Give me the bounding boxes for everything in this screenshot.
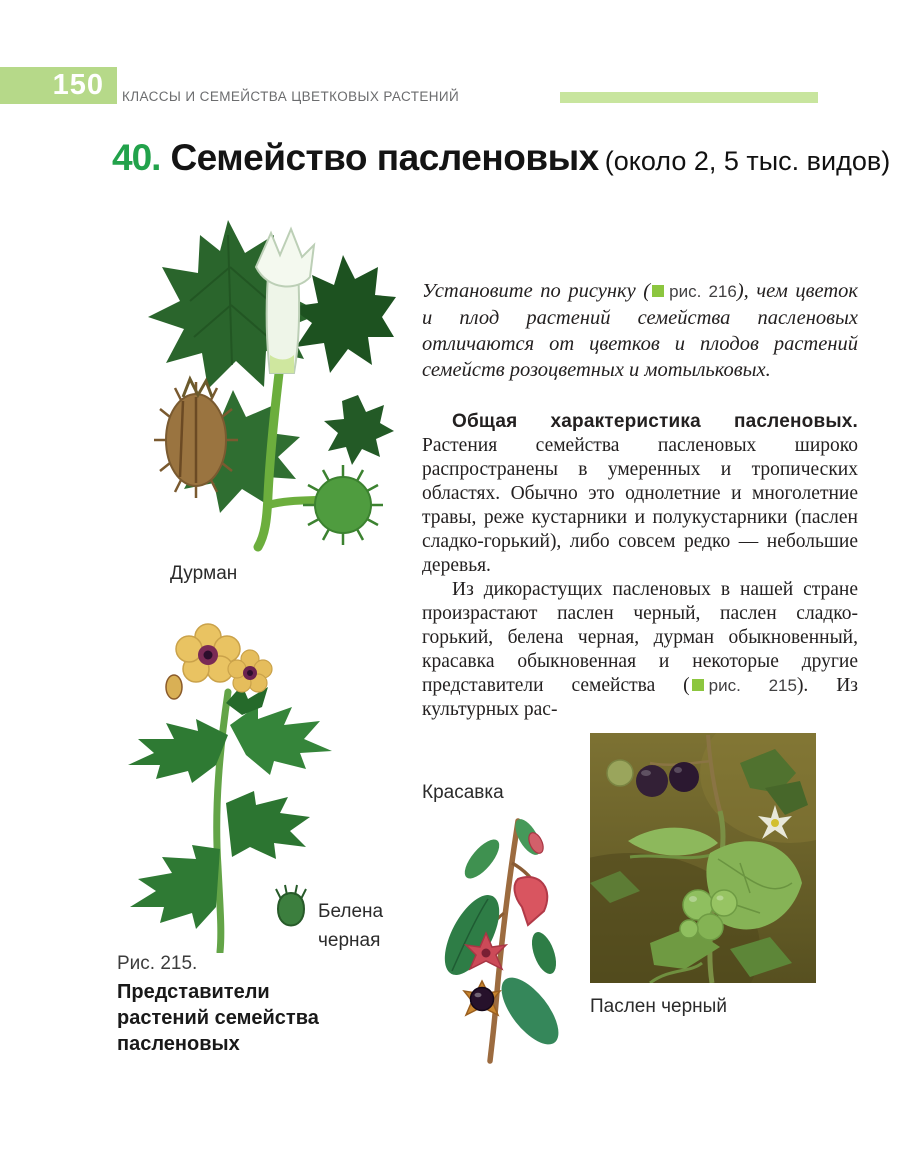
belladonna-illustration (430, 803, 572, 1065)
paragraph-text: Растения семейства пасленовых широко распространены в умеренных и тропических областях. Обычно это однолетние и многолетние травы, реже кустарники и полукустарники (паслен сладко-горький), либо совсем редко — небольшие деревья. (422, 435, 858, 576)
nightshade-photo (590, 733, 816, 983)
figure-reference: рис. 216 (669, 282, 737, 301)
task-paragraph (422, 278, 858, 383)
henbane-leaf (130, 845, 220, 929)
belladonna-leaf (459, 834, 505, 884)
section-title-row (112, 137, 890, 179)
caption-datura: Дурман (170, 563, 238, 584)
lead-term: Общая характеристика пасленовых. (452, 411, 858, 432)
running-header: КЛАССЫ И СЕМЕЙСТВА ЦВЕТКОВЫХ РАСТЕНИЙ (122, 89, 460, 104)
henbane-leaf (226, 791, 310, 859)
figure-number: Рис. 215. (117, 953, 198, 974)
belladonna-bell-flower (515, 877, 548, 925)
paragraph-wild (422, 578, 858, 722)
figure-caption-text: Представители растений семейства пасленовых (117, 981, 319, 1055)
section-count-note: (около 2, 5 тыс. видов) (604, 146, 891, 176)
henbane-bud (166, 675, 182, 699)
figure-marker-icon (692, 679, 704, 691)
datura-illustration (128, 205, 400, 557)
datura-green-fruit (315, 477, 371, 533)
section-title: Семейство пасленовых (170, 137, 599, 178)
page-number: 150 (52, 69, 104, 101)
paragraph-text: ). Из культурных рас- (422, 675, 858, 720)
henbane-leaf (230, 705, 332, 775)
header-rule-bar (560, 92, 818, 103)
figure-caption (117, 953, 377, 1057)
main-text-column (422, 278, 858, 722)
task-text: ), чем цветок и плод растений семейства пасленовых отличаются от цветков и плодов растений семейств розоцветных и мотыльковых. (422, 280, 858, 381)
section-number: 40. (112, 137, 161, 178)
caption-nightshade: Паслен черный (590, 996, 727, 1017)
belladonna-leaf (527, 929, 561, 977)
henbane-capsule (276, 885, 306, 926)
page-number-badge (0, 67, 117, 104)
nightshade-unripe-berry (607, 760, 633, 786)
caption-henbane: Белена черная (318, 901, 384, 951)
belladonna-leaf (491, 968, 569, 1053)
belladonna-berry (464, 981, 500, 1015)
caption-belladonna: Красавка (422, 782, 504, 803)
henbane-illustration (108, 607, 340, 953)
datura-leaf (324, 395, 394, 465)
figure-reference: рис. 215 (708, 676, 797, 695)
henbane-leaf (128, 719, 228, 783)
figure-marker-icon (652, 285, 664, 297)
nightshade-black-berry (636, 765, 668, 797)
paragraph-general (422, 410, 858, 578)
task-text: Установите по рисунку ( (422, 280, 651, 302)
nightshade-black-berry (669, 762, 699, 792)
paragraph-text: Из дикорастущих пасленовых в нашей стране произрастают паслен черный, паслен сладко-горький, белена черная, дурман обыкновенный, красавка обыкновенная и некоторые другие представители семейства ( (422, 579, 858, 696)
